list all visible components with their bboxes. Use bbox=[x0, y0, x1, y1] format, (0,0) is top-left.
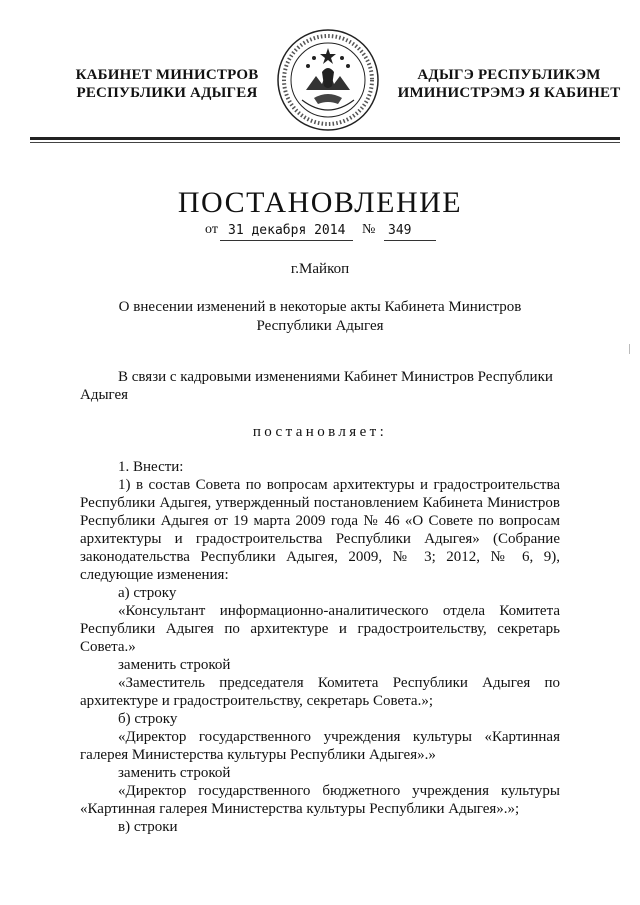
issuer-line-2: РЕСПУБЛИКИ АДЫГЕЯ bbox=[76, 85, 258, 101]
document-subject bbox=[80, 298, 560, 336]
issuer-name-adyghe bbox=[394, 66, 624, 102]
new-line-a: «Заместитель председателя Комитета Республики Адыгея по архитектуре и градостроительству, секретарь Совета.»; bbox=[80, 675, 560, 709]
subitem-c: в) строки bbox=[118, 819, 178, 835]
header-rule-thick bbox=[30, 137, 620, 140]
issuer-adyghe-line-1: АДЫГЭ РЕСПУБЛИКЭМ bbox=[417, 67, 601, 83]
emblem-graphic bbox=[276, 28, 380, 132]
number-label: № bbox=[362, 222, 376, 237]
old-line-a: «Консультант информационно-аналитического отдела Комитета Республики Адыгея по архитектуре и градостроительству, секретарь Совета.» bbox=[80, 603, 560, 655]
coat-of-arms-icon bbox=[276, 28, 380, 132]
header-rule-thin bbox=[30, 142, 620, 143]
replace-with-a: заменить строкой bbox=[118, 657, 231, 673]
document-title: ПОСТАНОВЛЕНИЕ bbox=[177, 186, 463, 219]
subitem-b: б) строку bbox=[118, 711, 178, 727]
issuer-adyghe-line-2: ИМИНИСТРЭМЭ Я КАБИНЕТ bbox=[397, 85, 621, 101]
clause-1: 1. Внести: bbox=[118, 459, 184, 475]
subitem-a: а) строку bbox=[118, 585, 177, 601]
number-underline bbox=[384, 240, 436, 241]
issuer-name-russian bbox=[62, 66, 272, 102]
preamble-line-1: В связи с кадровыми изменениями Кабинет Министров Республики bbox=[118, 369, 553, 385]
old-line-b: «Директор государственного учреждения культуры «Картинная галерея Министерства культуры Республики Адыгея».» bbox=[80, 729, 560, 763]
new-line-b: «Директор государственного бюджетного учреждения культуры «Картинная галерея Министерства культуры Республики Адыгея».»; bbox=[80, 783, 560, 817]
resolves-word: постановляет: bbox=[252, 424, 388, 440]
date-underline bbox=[220, 240, 353, 241]
scan-mark bbox=[629, 344, 630, 354]
subject-line-1: О внесении изменений в некоторые акты Кабинета Министров bbox=[118, 299, 522, 315]
document-number: 349 bbox=[388, 223, 412, 238]
date-from-label: от bbox=[205, 222, 218, 237]
subject-line-2: Республики Адыгея bbox=[256, 318, 384, 334]
document-date: 31 декабря 2014 bbox=[228, 223, 346, 238]
clause-1-item-1: 1) в состав Совета по вопросам архитектуры и градостроительства Республики Адыгея, утвержденный постановлением Кабинета Министров Республики Адыгея от 19 марта 2009 года № 46 «О Совете по вопросам архитектуры и градостроительства Республики Адыгея» (Собрание законодательства Республики Адыгея, 2009, № 3; 2012, № 6, 9), следующие изменения: bbox=[80, 477, 560, 583]
city: г.Майкоп bbox=[290, 261, 350, 277]
preamble-line-2: Адыгея bbox=[80, 387, 129, 403]
issuer-line-1: КАБИНЕТ МИНИСТРОВ bbox=[75, 67, 259, 83]
replace-with-b: заменить строкой bbox=[118, 765, 231, 781]
